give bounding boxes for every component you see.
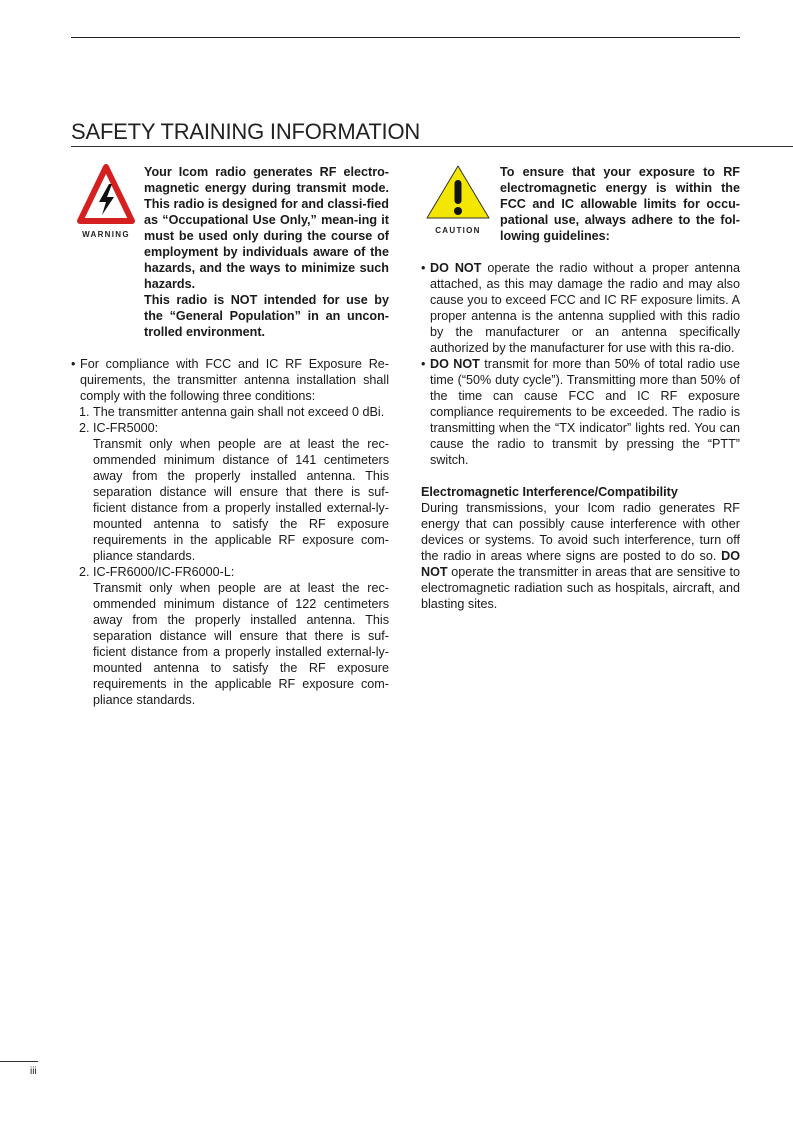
left-column	[71, 164, 389, 708]
caution-icon-box	[421, 164, 495, 239]
bullet-dot: •	[421, 357, 426, 371]
guideline-paragraph	[430, 356, 740, 468]
footer-rule	[0, 1061, 38, 1062]
condition-item	[71, 404, 389, 420]
compliance-intro: For compliance with FCC and IC RF Exposure Re-quirements, the transmitter antenna installation shall comply with the following three conditions:	[80, 357, 389, 403]
condition-heading: IC-FR5000:	[93, 421, 159, 435]
guideline-text: operate the radio without a proper antenna attached, as this may damage the radio and may also cause you to exceed FCC and IC RF exposure limits. A proper antenna is the antenna supplied with this radio by the manufacturer or an antenna specifically authorized by the manufacturer for use with this ra-dio.	[430, 261, 740, 355]
warning-icon-box	[71, 164, 141, 243]
warning-text: Your Icom radio generates RF electro-magnetic energy during transmit mode. This radio is designed for and classi-fied as “Occupational Use Only,” mean-ing it must be used only during the course of employment by individuals aware of the hazards, and the ways to minimize such hazards.	[144, 165, 389, 291]
caution-exclamation-icon	[425, 164, 491, 220]
page-title: SAFETY TRAINING INFORMATION	[71, 119, 421, 144]
title-rule	[71, 146, 793, 147]
condition-number: 1.	[79, 405, 90, 419]
warning-text-2: This radio is NOT intended for use by the “General Population” in an uncon-trolled environment.	[144, 293, 389, 339]
warning-label: WARNING	[82, 230, 130, 239]
guideline-emphasis: DO NOT	[430, 261, 482, 275]
caution-notice	[421, 164, 740, 244]
emi-emphasis: DO NOT	[421, 549, 741, 579]
compliance-bullet	[71, 356, 389, 404]
condition-text: Transmit only when people are at least the rec-ommended minimum distance of 141 centimeters away from the properly installed antenna. This separation distance will ensure that there is suf-ficient distance from a properly installed external-ly-mounted antenna to satisfy the RF exposure requirements in the applicable RF exposure com-pliance standards.	[93, 437, 389, 563]
caution-text: To ensure that your exposure to RF electromagnetic energy is within the FCC and IC allowable limits for occu-pational use, always adhere to the fol-lowing guidelines:	[500, 165, 740, 243]
guideline-paragraph	[430, 260, 740, 356]
guideline-text: transmit for more than 50% of total radio use time (“50% duty cycle”). Transmitting more than 50% of the time can cause FCC and IC RF exposure compliance requirements to be exceeded. The radio is transmitting when the “TX indicator” lights red. You can cause the radio to transmit by pressing the “PTT” switch.	[430, 357, 740, 467]
section-header	[71, 119, 793, 147]
emi-paragraph	[421, 500, 740, 612]
caution-label: CAUTION	[435, 226, 481, 235]
emi-text-2: operate the transmitter in areas that are sensitive to electromagnetic radiation such as hospitals, aircraft, and blasting sites.	[421, 565, 740, 611]
high-voltage-warning-icon	[77, 164, 135, 224]
condition-heading: IC-FR6000/IC-FR6000-L:	[93, 565, 235, 579]
condition-text: Transmit only when people are at least the rec-ommended minimum distance of 122 centimeters away from the properly installed antenna. This separation distance will ensure that there is suf-ficient distance from a properly installed external-ly-mounted antenna to satisfy the RF exposure requirements in the applicable RF exposure com-pliance standards.	[93, 581, 389, 707]
emi-heading: Electromagnetic Interference/Compatibility	[421, 485, 678, 499]
condition-item	[71, 420, 389, 564]
page-number: iii	[30, 1066, 37, 1077]
guideline-emphasis: DO NOT	[430, 357, 480, 371]
guideline-item	[421, 260, 740, 356]
guideline-item	[421, 356, 740, 468]
emi-text-1: During transmissions, your Icom radio generates RF energy that can possibly cause interference with other devices or systems. To avoid such interference, turn off the radio in areas where signs are posted to do so.	[421, 501, 740, 563]
right-column	[421, 164, 740, 612]
warning-notice	[71, 164, 389, 340]
condition-item	[71, 564, 389, 708]
bullet-dot: •	[71, 357, 76, 371]
condition-text: The transmitter antenna gain shall not exceed 0 dBi.	[93, 405, 385, 419]
condition-number: 2.	[79, 421, 90, 435]
bullet-dot: •	[421, 261, 426, 275]
top-rule	[71, 37, 740, 38]
condition-number: 2.	[79, 565, 90, 579]
